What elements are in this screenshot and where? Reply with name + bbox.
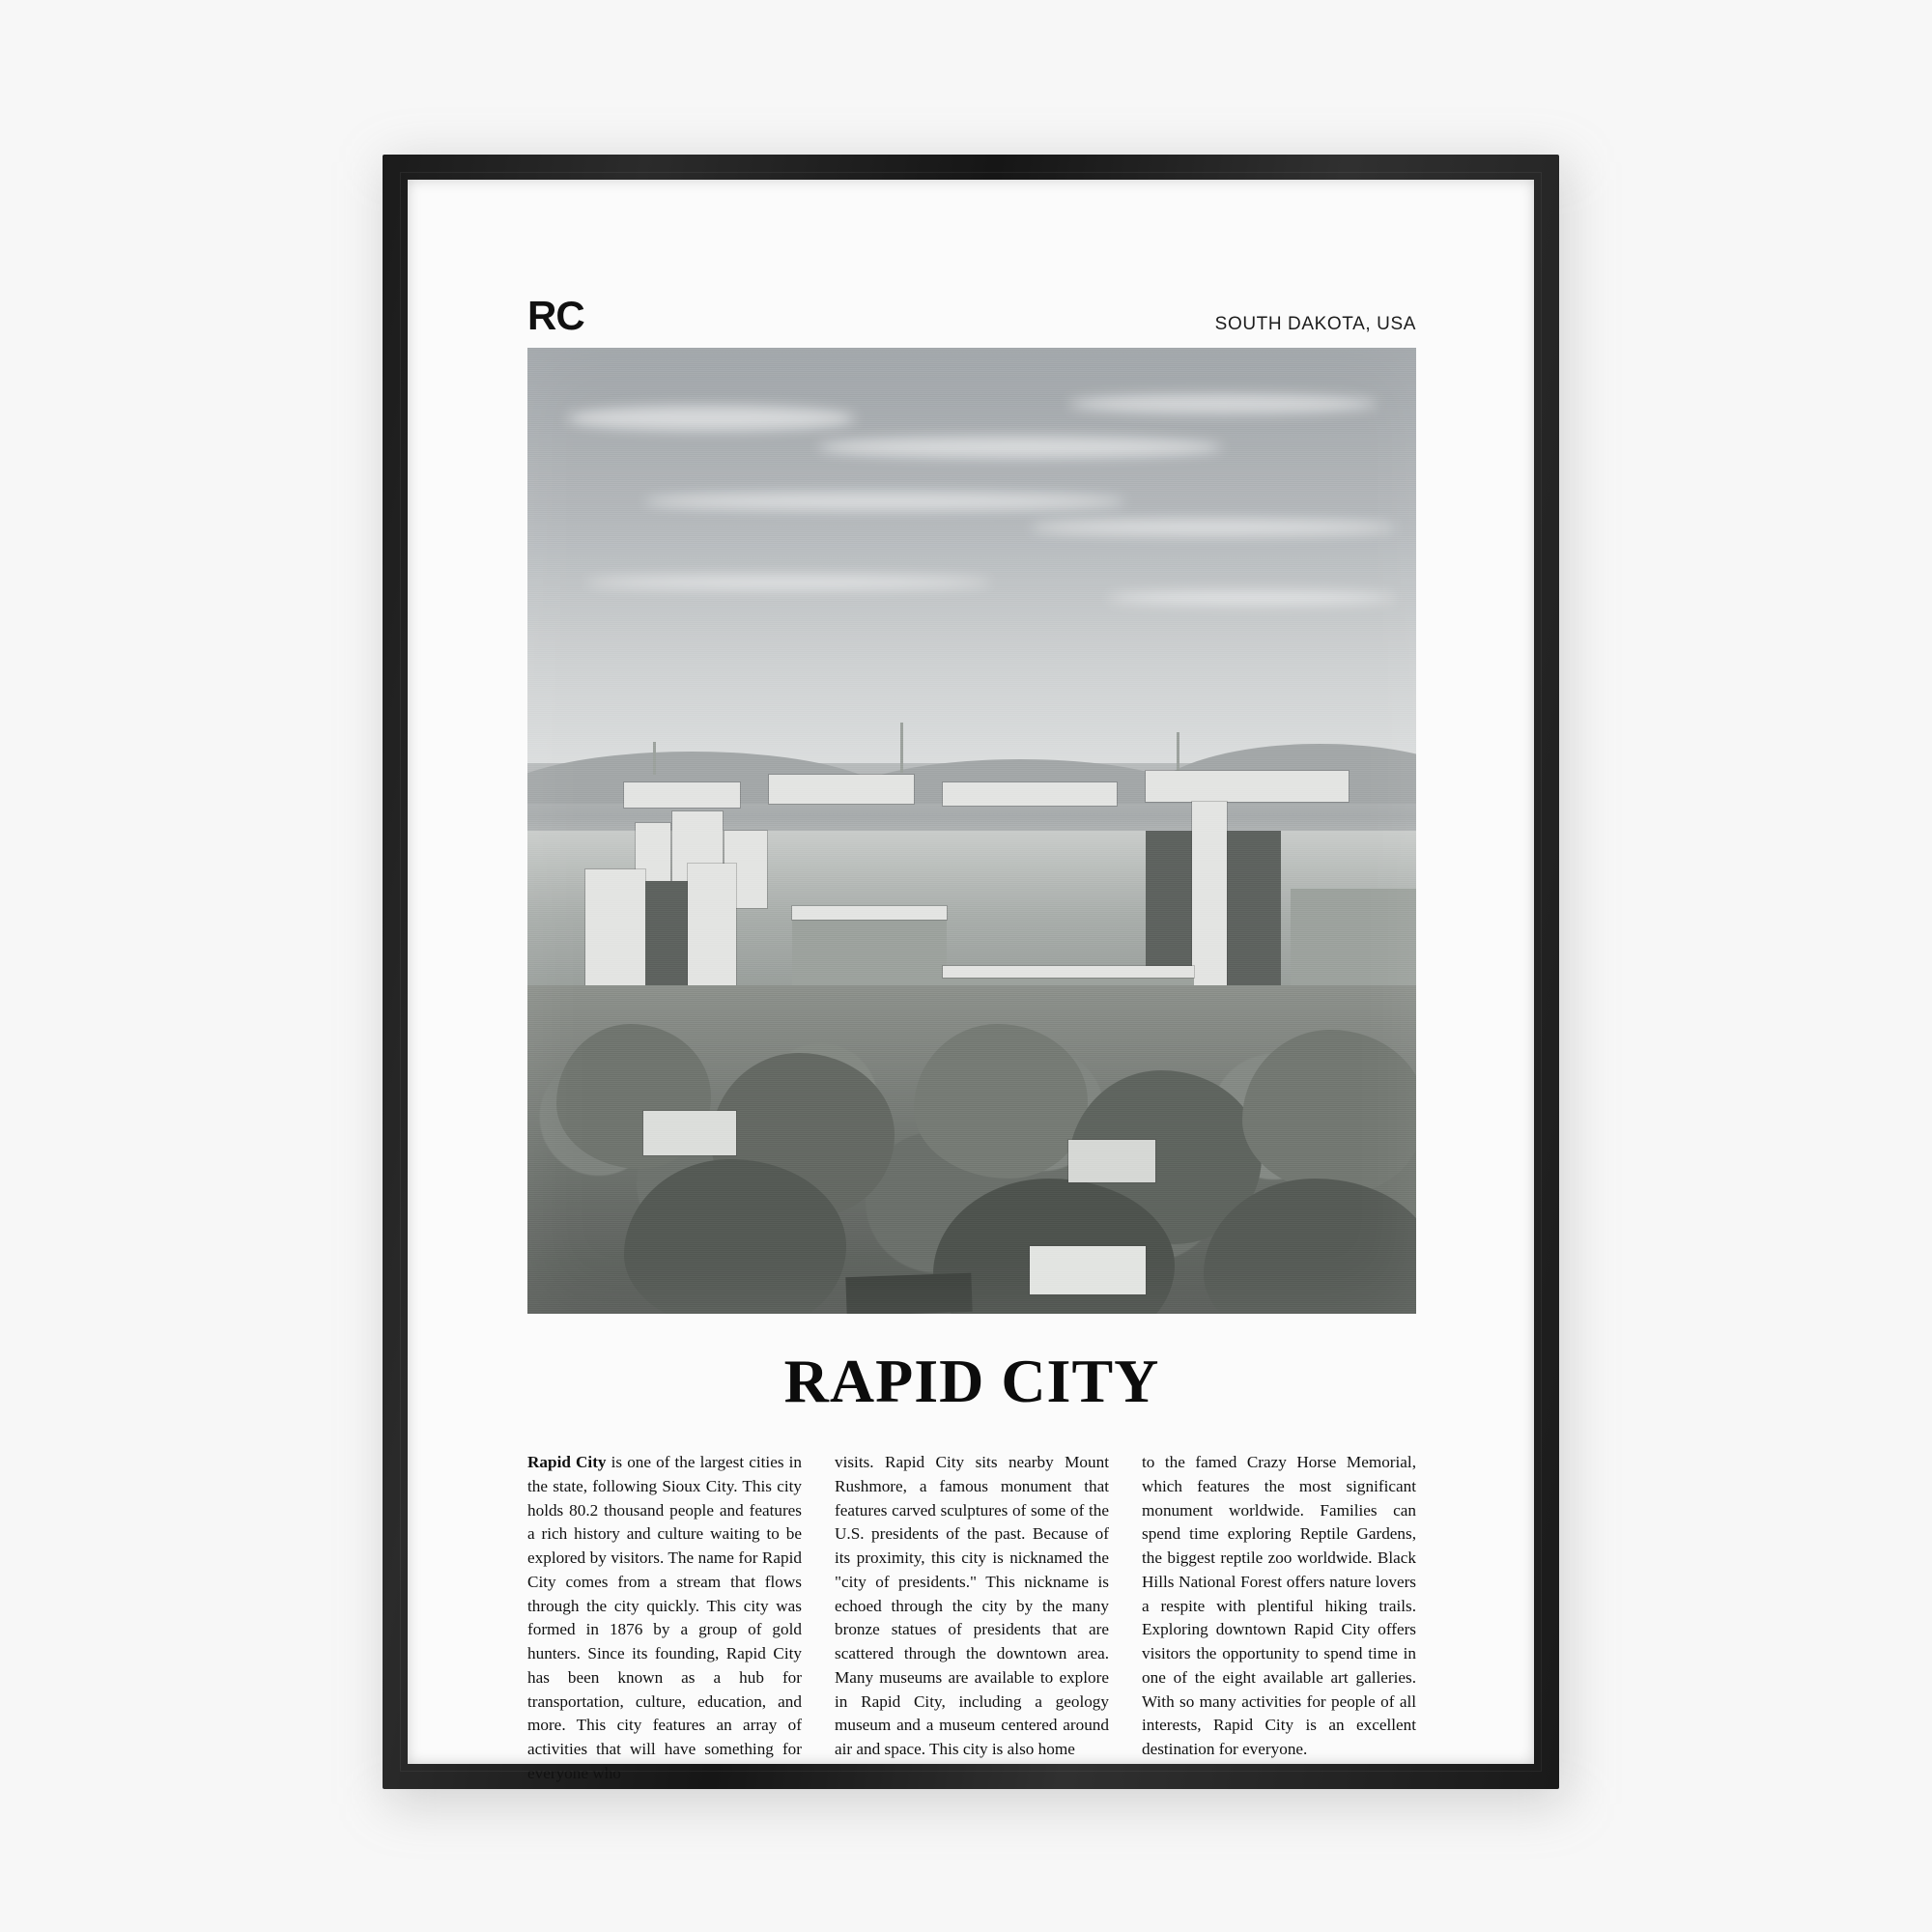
- house-roof: [845, 1273, 972, 1314]
- city-photograph: [527, 348, 1416, 1314]
- building-block: [943, 782, 1117, 806]
- description-text-1: is one of the largest cities in the state, following Sioux City. This city holds 80.2 thousand people and features a rich history and culture waiting to be explored by visitors. The name for Rapid City comes from a stream that flows through the city quickly. This city was formed in 1876 by a group of gold hunters. Since its founding, Rapid City has been known as a hub for transportation, culture, education, and more. This city features an array of activities that will have something for everyone who: [527, 1453, 802, 1782]
- warehouse-right: [1291, 889, 1416, 995]
- building-block: [624, 782, 740, 808]
- antenna-tower: [900, 723, 903, 773]
- cloud-shape: [1068, 394, 1378, 413]
- description-column-1: [527, 1451, 802, 1786]
- building-block: [1146, 771, 1349, 802]
- frame-mat: [408, 180, 1534, 1782]
- house-roof: [643, 1111, 736, 1155]
- cloud-shape: [643, 493, 1126, 510]
- tree: [1242, 1030, 1416, 1194]
- tree: [914, 1024, 1088, 1179]
- cloud-shape: [585, 576, 991, 589]
- lead-city-name: Rapid City: [527, 1453, 607, 1471]
- house-roof: [1030, 1246, 1146, 1294]
- house-roof: [1068, 1140, 1155, 1182]
- cloud-shape: [1030, 520, 1397, 535]
- poster-header: [527, 293, 1416, 338]
- description-column-3: to the famed Crazy Horse Memorial, which features the most significant monument worldwide. Families can spend time exploring Reptile Gardens, the biggest reptile zoo worldwide. Black Hills National Forest offers nature lovers a respite with plentiful hiking trails. Exploring downtown Rapid City offers visitors the opportunity to spend time in one of the eight available art galleries. With so many activities for people of all interests, Rapid City is an excellent destination for everyone.: [1142, 1453, 1416, 1759]
- building-block: [769, 775, 914, 804]
- region-label: SOUTH DAKOTA, USA: [1214, 314, 1416, 334]
- poster-artwork: [527, 293, 1416, 1782]
- cloud-shape: [1107, 591, 1397, 605]
- cloud-shape: [817, 437, 1223, 458]
- description-columns: [527, 1451, 1416, 1786]
- picture-frame: [383, 155, 1559, 1789]
- hotel-tower-right: [1192, 802, 1227, 985]
- antenna-tower: [1177, 732, 1179, 773]
- office-roof-center: [792, 906, 947, 920]
- city-monogram: RC: [527, 293, 584, 338]
- description-column-2: visits. Rapid City sits nearby Mount Rushmore, a famous monument that features carved sculptures of some of the U.S. presidents of the past. Because of its proximity, this city is nicknamed the "city of presidents." This nickname is echoed through the city by the many bronze statues of presidents that are scattered through the downtown area. Many museums are available to explore in Rapid City, including a geology museum and a museum centered around air and space. This city is also home: [835, 1453, 1109, 1759]
- antenna-tower: [653, 742, 656, 775]
- commercial-roof: [943, 966, 1194, 978]
- page-title: RAPID CITY: [783, 1347, 1160, 1415]
- cloud-shape: [566, 406, 856, 431]
